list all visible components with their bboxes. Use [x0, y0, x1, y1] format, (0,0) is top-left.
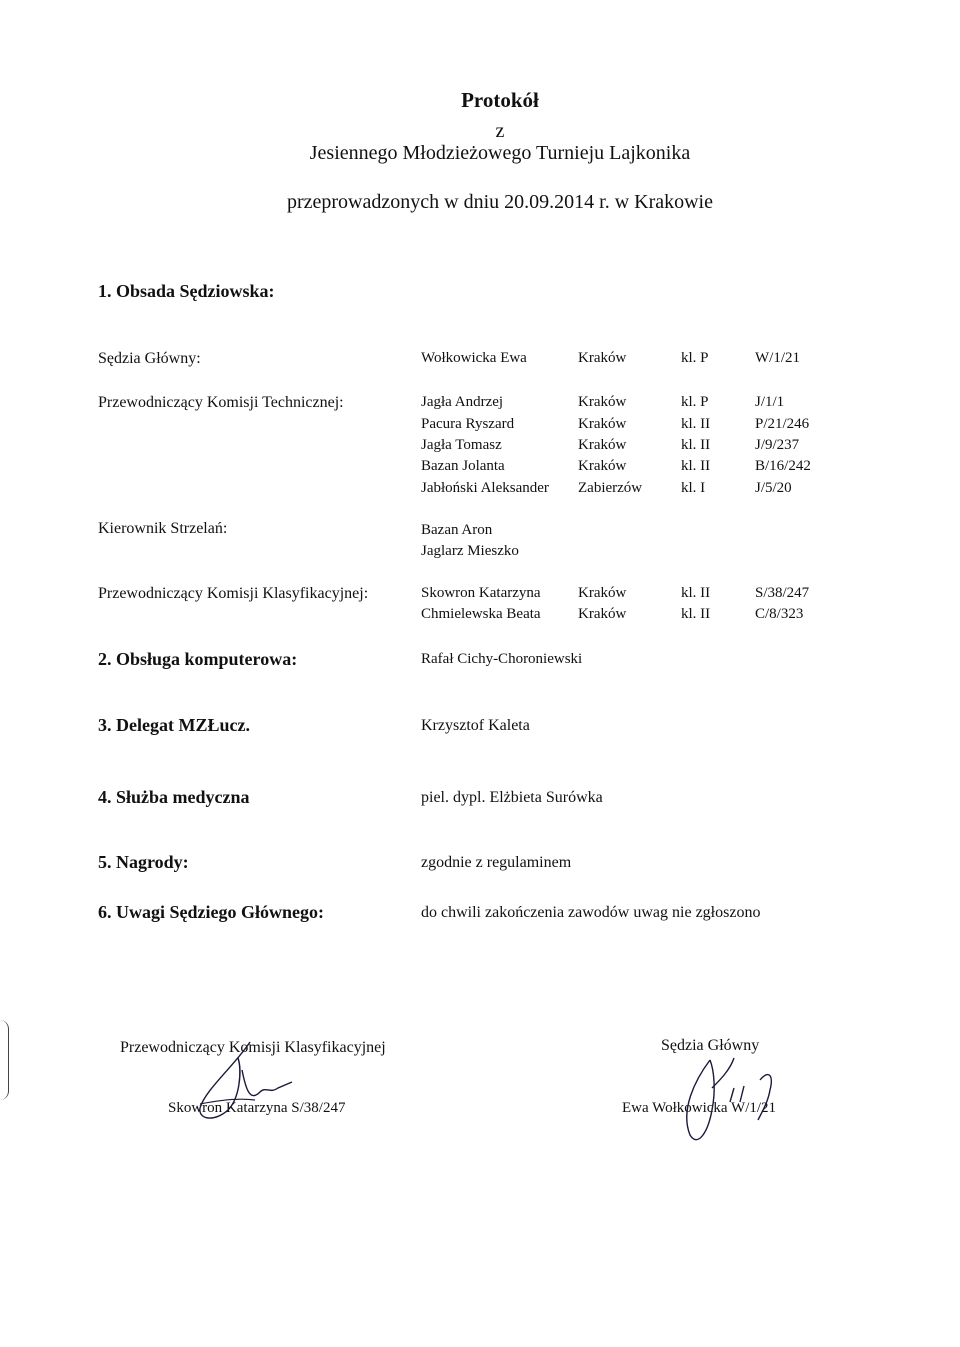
- class-row-class: kl. II: [681, 585, 711, 601]
- shooting-director-name: Bazan Aron: [421, 522, 493, 538]
- tech-row-name: Pacura Ryszard: [421, 416, 515, 432]
- right-signature-title: Sędzia Główny: [661, 1037, 760, 1054]
- section-3-value: Krzysztof Kaleta: [421, 717, 530, 734]
- tech-row-city: Zabierzów: [578, 480, 643, 496]
- judge-license: W/1/21: [755, 350, 800, 366]
- tech-row-name: Jabłoński Aleksander: [421, 480, 549, 496]
- judge-city: Kraków: [578, 350, 627, 366]
- left-signature-name: Skowron Katarzyna S/38/247: [168, 1100, 346, 1116]
- judge-label: Sędzia Główny:: [98, 350, 201, 367]
- right-signature-name: Ewa Wołkowicka W/1/21: [622, 1100, 777, 1116]
- left-signature-title: Przewodniczący Komisji Klasyfikacyjnej: [120, 1039, 386, 1056]
- shooting-director-label: Kierownik Strzelań:: [98, 520, 228, 537]
- tech-row-city: Kraków: [578, 458, 627, 474]
- judge-class: kl. P: [681, 350, 709, 366]
- class-row-license: C/8/323: [755, 606, 804, 622]
- section-2-value: Rafał Cichy-Choroniewski: [421, 651, 583, 667]
- tech-row-class: kl. I: [681, 480, 706, 496]
- tech-row-license: J/9/237: [755, 437, 800, 453]
- tech-row-class: kl. P: [681, 394, 709, 410]
- class-row-license: S/38/247: [755, 585, 810, 601]
- tech-row-name: Jagła Tomasz: [421, 437, 502, 453]
- shooting-director-name: Jaglarz Mieszko: [421, 543, 519, 559]
- tech-row-class: kl. II: [681, 437, 711, 453]
- section-6-value: do chwili zakończenia zawodów uwag nie zgłoszono: [421, 904, 761, 921]
- event-date-place: przeprowadzonych w dniu 20.09.2014 r. w Krakowie: [286, 191, 713, 213]
- section-5-label: 5. Nagrody:: [98, 852, 189, 872]
- right-handwritten-signature: [650, 1040, 810, 1150]
- title-connector: z: [495, 120, 505, 142]
- section-2-label: 2. Obsługa komputerowa:: [98, 649, 298, 669]
- section-1-title: 1. Obsada Sędziowska:: [98, 281, 275, 301]
- event-name: Jesiennego Młodzieżowego Turnieju Lajkonika: [309, 142, 691, 164]
- section-5-value: zgodnie z regulaminem: [421, 854, 572, 871]
- tech-row-name: Jagła Andrzej: [421, 394, 504, 410]
- tech-row-license: J/1/1: [755, 394, 785, 410]
- class-row-city: Kraków: [578, 606, 627, 622]
- section-4-label: 4. Służba medyczna: [98, 787, 250, 807]
- scan-edge-mark: [0, 1020, 9, 1100]
- tech-row-license: J/5/20: [755, 480, 792, 496]
- tech-row-class: kl. II: [681, 458, 711, 474]
- tech-row-license: B/16/242: [755, 458, 811, 474]
- class-row-name: Skowron Katarzyna: [421, 585, 541, 601]
- tech-row-class: kl. II: [681, 416, 711, 432]
- section-6-label: 6. Uwagi Sędziego Głównego:: [98, 902, 324, 922]
- judge-name: Wołkowicka Ewa: [421, 350, 527, 366]
- tech-row-city: Kraków: [578, 416, 627, 432]
- tech-row-license: P/21/246: [755, 416, 810, 432]
- tech-row-city: Kraków: [578, 394, 627, 410]
- left-handwritten-signature: [180, 1030, 330, 1140]
- class-row-city: Kraków: [578, 585, 627, 601]
- tech-row-name: Bazan Jolanta: [421, 458, 505, 474]
- document-title: Protokół: [461, 88, 539, 112]
- classification-commission-label: Przewodniczący Komisji Klasyfikacyjnej:: [98, 585, 369, 602]
- section-3-label: 3. Delegat MZŁucz.: [98, 715, 250, 735]
- tech-row-city: Kraków: [578, 437, 627, 453]
- class-row-class: kl. II: [681, 606, 711, 622]
- tech-commission-label: Przewodniczący Komisji Technicznej:: [98, 394, 344, 411]
- class-row-name: Chmielewska Beata: [421, 606, 541, 622]
- section-4-value: piel. dypl. Elżbieta Surówka: [421, 789, 603, 806]
